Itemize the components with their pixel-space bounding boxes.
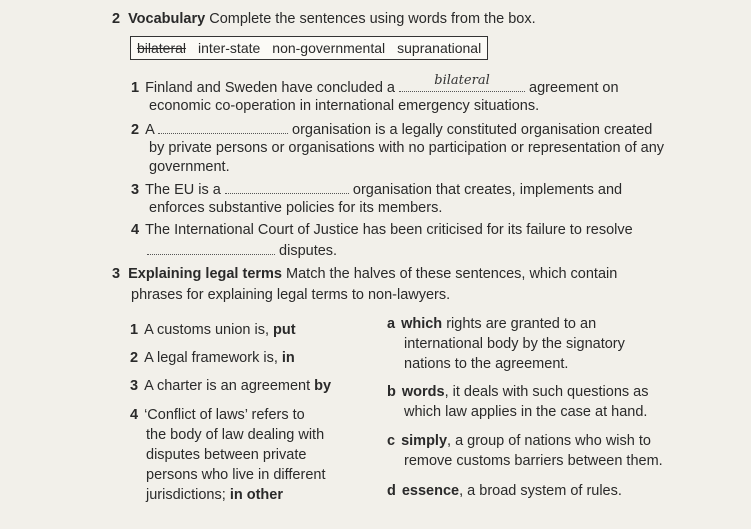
section-instruction: Complete the sentences using words from the box. xyxy=(209,11,536,27)
item-number: 1 xyxy=(130,322,139,338)
key-phrase: put xyxy=(273,322,296,338)
key-phrase: in xyxy=(281,350,295,366)
item-text: the body of law dealing with xyxy=(146,427,325,443)
answer-blank[interactable] xyxy=(399,73,525,92)
item-number: 2 xyxy=(130,350,139,366)
answer-blank[interactable] xyxy=(158,119,288,134)
item-letter: a xyxy=(387,316,396,332)
item-continuation: by private persons or organisations with no participation or representation of any xyxy=(149,140,665,156)
section-number: 2 xyxy=(112,11,121,27)
section-instruction-continuation: phrases for explaining legal terms to non-lawyers. xyxy=(131,287,451,303)
right-half-a[interactable] xyxy=(387,314,625,374)
item-text: rights are granted to an xyxy=(446,316,597,332)
item-continuation xyxy=(147,240,337,261)
item-text: agreement on xyxy=(529,80,619,96)
section-3-title xyxy=(112,265,617,284)
right-half-c[interactable] xyxy=(387,431,663,471)
left-half-3[interactable] xyxy=(130,376,331,396)
item-text: remove customs barriers between them. xyxy=(404,453,663,469)
exercise-item xyxy=(131,119,652,140)
item-text: organisation is a legally constituted organisation created xyxy=(292,122,653,138)
section-number: 3 xyxy=(112,266,121,282)
item-continuation: economic co-operation in international emergency situations. xyxy=(149,98,540,114)
word-box-word: non-governmental xyxy=(272,40,386,56)
item-text: persons who live in different xyxy=(146,467,326,483)
section-heading: Vocabulary xyxy=(128,11,206,27)
item-letter: b xyxy=(387,384,396,400)
handwritten-answer: bilateral xyxy=(434,73,490,88)
answer-blank[interactable] xyxy=(147,240,275,255)
section-2-title xyxy=(112,10,536,29)
item-text: jurisdictions; xyxy=(146,487,226,503)
word-box-word: inter-state xyxy=(198,40,261,56)
item-text: A xyxy=(145,122,154,138)
item-text: , a group of nations who wish to xyxy=(447,433,651,449)
item-letter: d xyxy=(387,483,396,499)
item-text: nations to the agreement. xyxy=(404,356,569,372)
item-text: disputes between private xyxy=(146,447,307,463)
item-text: which law applies in the case at hand. xyxy=(404,404,648,420)
item-text: , it deals with such questions as xyxy=(444,384,649,400)
section-heading: Explaining legal terms xyxy=(128,266,282,282)
key-phrase: words xyxy=(401,384,445,400)
word-box-word: bilateral xyxy=(137,40,187,56)
item-text: international body by the signatory xyxy=(404,336,625,352)
item-text: A legal framework is, xyxy=(144,350,278,366)
right-half-d[interactable] xyxy=(387,481,622,501)
word-box xyxy=(130,36,488,60)
section-instruction: Match the halves of these sentences, which contain xyxy=(286,266,618,282)
key-phrase: by xyxy=(314,378,332,394)
item-text: A customs union is, xyxy=(144,322,269,338)
item-text: , a broad system of rules. xyxy=(459,483,622,499)
item-continuation: government. xyxy=(149,159,230,175)
left-half-1[interactable] xyxy=(130,320,296,340)
item-text: A charter is an agreement xyxy=(144,378,311,394)
item-letter: c xyxy=(387,433,396,449)
item-text: ‘Conflict of laws’ refers to xyxy=(144,407,305,423)
item-text: The International Court of Justice has been criticised for its failure to resolve xyxy=(145,222,633,238)
item-number: 2 xyxy=(131,122,140,138)
exercise-item xyxy=(131,220,633,240)
exercise-item xyxy=(131,179,622,200)
item-text: The EU is a xyxy=(145,182,221,198)
item-number: 3 xyxy=(130,378,139,394)
word-box-word: supranational xyxy=(397,40,482,56)
key-phrase: which xyxy=(401,316,443,332)
item-number: 4 xyxy=(130,407,139,423)
item-text: organisation that creates, implements and xyxy=(352,182,623,198)
item-continuation: enforces substantive policies for its members. xyxy=(149,200,443,216)
right-half-b[interactable] xyxy=(387,382,648,422)
item-number: 3 xyxy=(131,182,140,198)
item-number: 1 xyxy=(131,80,140,96)
key-phrase: simply xyxy=(401,433,448,449)
left-half-4[interactable] xyxy=(130,405,325,505)
key-phrase: essence xyxy=(401,483,460,499)
item-number: 4 xyxy=(131,222,140,238)
left-half-2[interactable] xyxy=(130,348,295,368)
answer-blank[interactable] xyxy=(225,179,349,194)
item-text: Finland and Sweden have concluded a xyxy=(145,80,395,96)
key-phrase: in other xyxy=(229,487,283,503)
exercise-item xyxy=(131,73,619,98)
item-text: disputes. xyxy=(279,243,338,259)
